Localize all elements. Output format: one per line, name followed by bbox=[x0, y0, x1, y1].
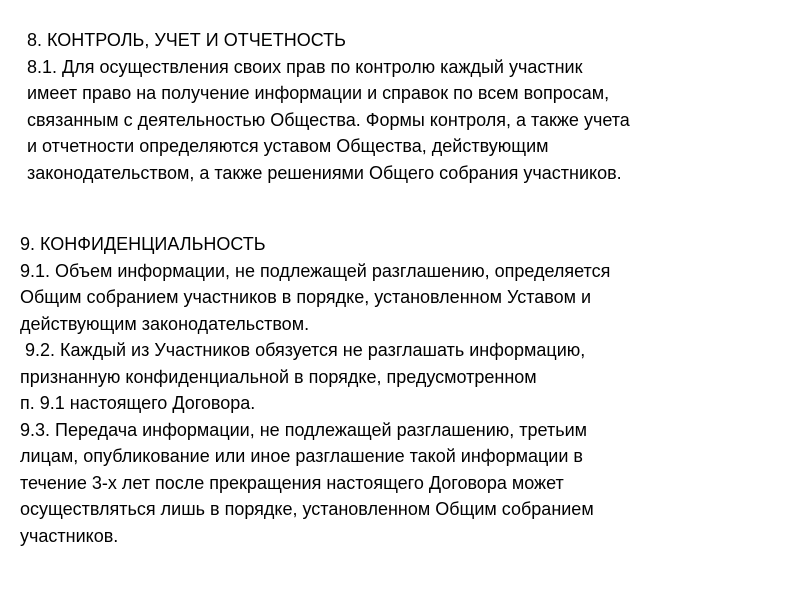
section-9-text-line: лицам, опубликование или иное разглашение такой информации в bbox=[20, 446, 583, 466]
section-9-heading: 9. КОНФИДЕНЦИАЛЬНОСТЬ bbox=[20, 234, 266, 254]
section-8-text-line: имеет право на получение информации и справок по всем вопросам, bbox=[27, 83, 610, 103]
section-9-text-line: 9.1. Объем информации, не подлежащей разглашению, определяется bbox=[20, 260, 611, 281]
section-9-text-line: 9.2. Каждый из Участников обязуется не разглашать информацию, bbox=[20, 340, 586, 360]
section-9-text-line: действующим законодательством. bbox=[20, 313, 310, 334]
section-9-text-line: признанную конфиденциальной в порядке, предусмотренном bbox=[20, 366, 537, 387]
section-8-text-line: 8.1. Для осуществления своих прав по контролю каждый участник bbox=[27, 56, 583, 77]
section-8-control-accounting bbox=[27, 27, 630, 186]
section-9-text-line: Общим собранием участников в порядке, установленном Уставом и bbox=[20, 287, 592, 307]
section-9-text-line: 9.3. Передача информации, не подлежащей разглашению, третьим bbox=[20, 419, 588, 440]
section-9-text-line: п. 9.1 настоящего Договора. bbox=[20, 393, 256, 413]
section-9-text-line: течение 3-х лет после прекращения настоящего Договора может bbox=[20, 472, 564, 493]
section-8-text-line: законодательством, а также решениями Общего собрания участников. bbox=[27, 162, 622, 183]
section-8-text-line: связанным с деятельностью Общества. Формы контроля, а также учета bbox=[27, 109, 630, 130]
section-8-text-line: и отчетности определяются уставом Общества, действующим bbox=[27, 136, 549, 156]
section-8-heading: 8. КОНТРОЛЬ, УЧЕТ И ОТЧЕТНОСТЬ bbox=[27, 30, 346, 50]
section-9-text-line: участников. bbox=[20, 525, 119, 546]
section-9-confidentiality bbox=[20, 231, 610, 549]
section-9-text-line: осуществляться лишь в порядке, установленном Общим собранием bbox=[20, 499, 594, 519]
